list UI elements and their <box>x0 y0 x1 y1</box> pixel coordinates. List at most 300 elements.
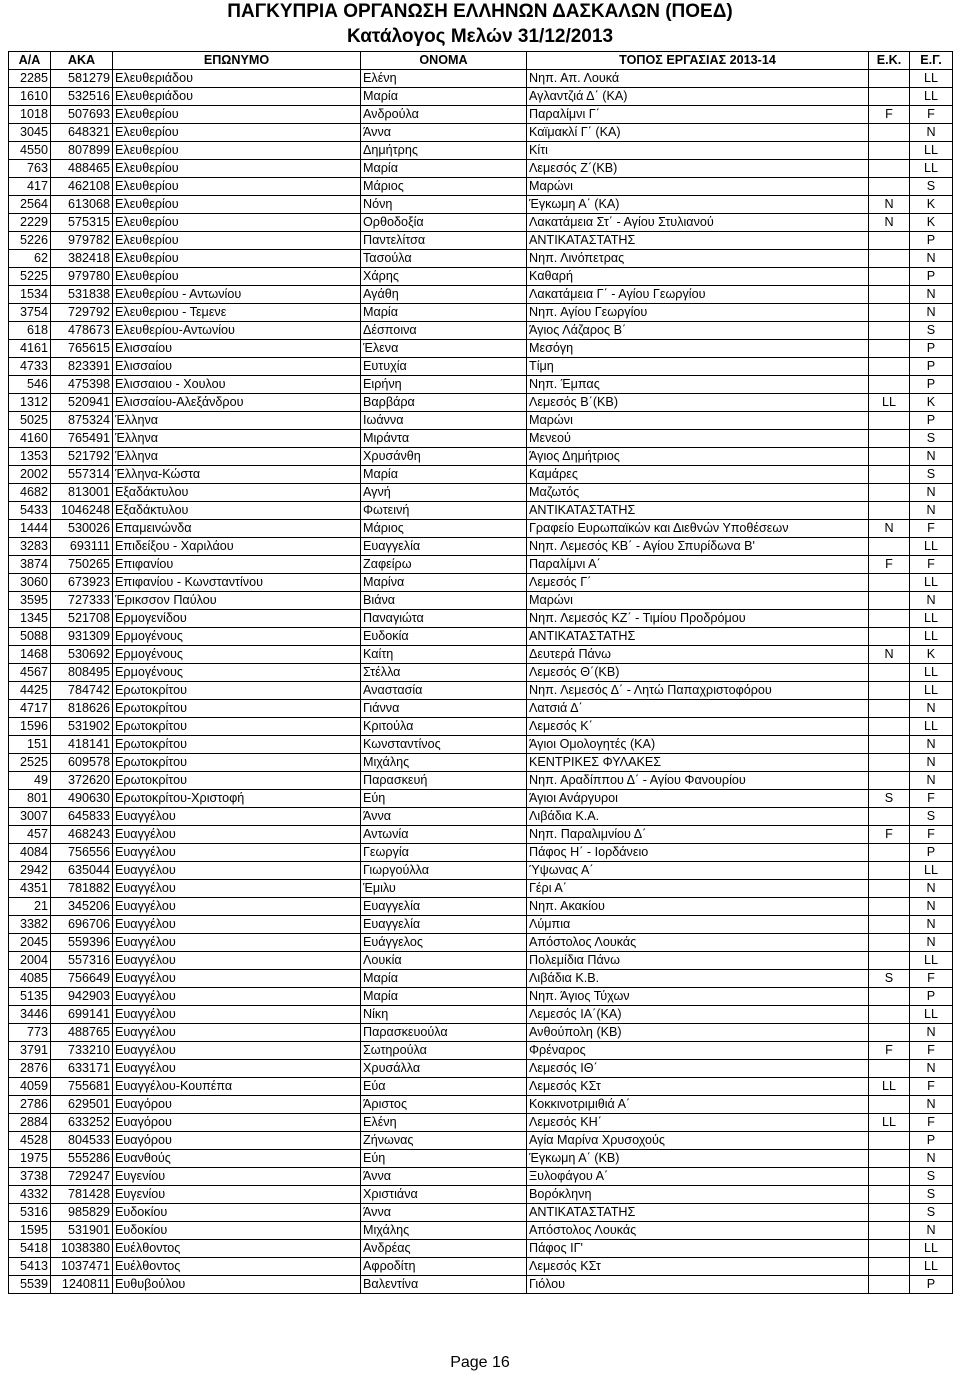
cell-name: Δημήτρης <box>361 142 527 160</box>
cell-eg: N <box>910 934 953 952</box>
cell-workplace: Λιβάδια Κ.Β. <box>527 970 869 988</box>
table-row <box>9 880 953 898</box>
col-header-workplace: ΤΟΠΟΣ ΕΡΓΑΣΙΑΣ 2013-14 <box>527 52 869 70</box>
cell-eg: N <box>910 124 953 142</box>
cell-ek: LL <box>869 1114 910 1132</box>
cell-ek <box>869 916 910 934</box>
cell-surname: Ελευθερίου <box>113 106 361 124</box>
cell-surname: Επιφανίου <box>113 556 361 574</box>
table-row <box>9 358 953 376</box>
table-row <box>9 520 953 538</box>
cell-aka: 823391 <box>51 358 113 376</box>
cell-aka: 807899 <box>51 142 113 160</box>
cell-ek <box>869 70 910 88</box>
cell-surname: Ελευθερίου <box>113 232 361 250</box>
cell-eg: N <box>910 484 953 502</box>
cell-surname: Ευαγγέλου <box>113 880 361 898</box>
cell-aka: 557316 <box>51 952 113 970</box>
cell-aka: 507693 <box>51 106 113 124</box>
cell-ek <box>869 1258 910 1276</box>
cell-surname: Ευέλθοντος <box>113 1258 361 1276</box>
cell-aa: 4059 <box>9 1078 51 1096</box>
table-row <box>9 268 953 286</box>
cell-aa: 49 <box>9 772 51 790</box>
cell-ek: S <box>869 790 910 808</box>
table-row <box>9 682 953 700</box>
cell-name: Μαρία <box>361 466 527 484</box>
cell-eg: LL <box>910 862 953 880</box>
cell-workplace: Έγκωμη Α΄ (ΚΑ) <box>527 196 869 214</box>
cell-name: Ανδρέας <box>361 1240 527 1258</box>
page-number: Page 16 <box>450 1354 510 1371</box>
cell-aa: 5225 <box>9 268 51 286</box>
cell-surname: Έλληνα-Κώστα <box>113 466 361 484</box>
cell-eg: N <box>910 304 953 322</box>
cell-surname: Εξαδάκτυλου <box>113 502 361 520</box>
cell-surname: Ευαγγέλου <box>113 988 361 1006</box>
cell-eg: F <box>910 1114 953 1132</box>
cell-aka: 818626 <box>51 700 113 718</box>
cell-surname: Ελευθεριάδου <box>113 88 361 106</box>
cell-eg: LL <box>910 664 953 682</box>
cell-aka: 478673 <box>51 322 113 340</box>
cell-aka: 633171 <box>51 1060 113 1078</box>
cell-workplace: Παραλίμνι Γ΄ <box>527 106 869 124</box>
cell-workplace: Άγιος Λάζαρος Β΄ <box>527 322 869 340</box>
cell-ek <box>869 268 910 286</box>
cell-ek: F <box>869 1042 910 1060</box>
cell-aka: 581279 <box>51 70 113 88</box>
cell-name: Μαρία <box>361 988 527 1006</box>
cell-aka: 755681 <box>51 1078 113 1096</box>
cell-aa: 3738 <box>9 1168 51 1186</box>
cell-aka: 372620 <box>51 772 113 790</box>
cell-aka: 557314 <box>51 466 113 484</box>
cell-aa: 4717 <box>9 700 51 718</box>
cell-aa: 62 <box>9 250 51 268</box>
cell-name: Σωτηρούλα <box>361 1042 527 1060</box>
cell-aa: 3874 <box>9 556 51 574</box>
cell-aa: 1595 <box>9 1222 51 1240</box>
table-row <box>9 844 953 862</box>
cell-workplace: Κοκκινοτριμιθιά Α΄ <box>527 1096 869 1114</box>
cell-name: Άριστος <box>361 1096 527 1114</box>
cell-eg: N <box>910 1222 953 1240</box>
cell-aka: 613068 <box>51 196 113 214</box>
cell-ek <box>869 682 910 700</box>
cell-eg: N <box>910 1060 953 1078</box>
cell-workplace: Λιβάδια Κ.Α. <box>527 808 869 826</box>
table-row <box>9 1240 953 1258</box>
cell-aka: 555286 <box>51 1150 113 1168</box>
cell-aa: 3382 <box>9 916 51 934</box>
cell-ek <box>869 700 910 718</box>
cell-surname: Ερμογενίδου <box>113 610 361 628</box>
cell-surname: Ερωτοκρίτου <box>113 754 361 772</box>
cell-ek <box>869 232 910 250</box>
col-header-surname: ΕΠΩΝΥΜΟ <box>113 52 361 70</box>
cell-surname: Ευαγγέλου <box>113 898 361 916</box>
cell-workplace: Ύψωνας Α΄ <box>527 862 869 880</box>
cell-aa: 4733 <box>9 358 51 376</box>
cell-aa: 5418 <box>9 1240 51 1258</box>
cell-eg: N <box>910 1024 953 1042</box>
cell-eg: S <box>910 1204 953 1222</box>
cell-workplace: Μαρώνι <box>527 412 869 430</box>
table-row <box>9 196 953 214</box>
cell-workplace: Λεμεσός ΚΣτ <box>527 1258 869 1276</box>
cell-workplace: Γέρι Α΄ <box>527 880 869 898</box>
cell-aka: 979780 <box>51 268 113 286</box>
cell-ek <box>869 484 910 502</box>
cell-name: Κριτούλα <box>361 718 527 736</box>
cell-ek <box>869 862 910 880</box>
cell-eg: LL <box>910 610 953 628</box>
cell-eg: S <box>910 1168 953 1186</box>
cell-aa: 3007 <box>9 808 51 826</box>
table-row <box>9 646 953 664</box>
cell-workplace: Μεσόγη <box>527 340 869 358</box>
cell-eg: P <box>910 340 953 358</box>
cell-aka: 531901 <box>51 1222 113 1240</box>
table-row <box>9 970 953 988</box>
cell-workplace: Νηπ. Έμπας <box>527 376 869 394</box>
cell-eg: F <box>910 106 953 124</box>
cell-workplace: Λεμεσός ΙΑ΄(ΚΑ) <box>527 1006 869 1024</box>
cell-eg: N <box>910 880 953 898</box>
table-row <box>9 466 953 484</box>
cell-ek <box>869 178 910 196</box>
cell-name: Μαρίνα <box>361 574 527 592</box>
cell-aa: 2285 <box>9 70 51 88</box>
cell-surname: Ερωτοκρίτου-Χριστοφή <box>113 790 361 808</box>
cell-eg: LL <box>910 718 953 736</box>
cell-workplace: Νηπ. Λεμεσός ΚΒ΄ - Αγίου Σπυρίδωνα Β' <box>527 538 869 556</box>
cell-ek <box>869 448 910 466</box>
table-row <box>9 106 953 124</box>
cell-eg: N <box>910 1096 953 1114</box>
cell-name: Αναστασία <box>361 682 527 700</box>
cell-workplace: Πάφος ΙΓ' <box>527 1240 869 1258</box>
cell-ek: F <box>869 106 910 124</box>
cell-aka: 813001 <box>51 484 113 502</box>
cell-aa: 3045 <box>9 124 51 142</box>
cell-aka: 729792 <box>51 304 113 322</box>
cell-aka: 633252 <box>51 1114 113 1132</box>
cell-name: Ζαφείρω <box>361 556 527 574</box>
cell-aa: 3446 <box>9 1006 51 1024</box>
cell-aka: 693111 <box>51 538 113 556</box>
cell-surname: Ευαγγέλου <box>113 952 361 970</box>
cell-surname: Ευαγγέλου <box>113 1024 361 1042</box>
table-row <box>9 538 953 556</box>
cell-aka: 635044 <box>51 862 113 880</box>
header-row <box>9 52 953 70</box>
cell-surname: Ερμογένους <box>113 646 361 664</box>
cell-surname: Ερωτοκρίτου <box>113 718 361 736</box>
table-row <box>9 1204 953 1222</box>
cell-aa: 5088 <box>9 628 51 646</box>
cell-workplace: Καϊμακλί Γ΄ (ΚΑ) <box>527 124 869 142</box>
cell-eg: S <box>910 430 953 448</box>
cell-aka: 808495 <box>51 664 113 682</box>
col-header-name: ΟΝΟΜΑ <box>361 52 527 70</box>
cell-ek: LL <box>869 394 910 412</box>
cell-aka: 488465 <box>51 160 113 178</box>
cell-aa: 4351 <box>9 880 51 898</box>
cell-surname: Ελευθερίου <box>113 160 361 178</box>
cell-surname: Ευαγγέλου <box>113 934 361 952</box>
cell-surname: Ευανθούς <box>113 1150 361 1168</box>
cell-ek <box>869 1168 910 1186</box>
cell-aa: 4084 <box>9 844 51 862</box>
cell-ek <box>869 502 910 520</box>
cell-aka: 979782 <box>51 232 113 250</box>
cell-workplace: Νηπ. Λεμεσός Δ΄ - Λητώ Παπαχριστοφόρου <box>527 682 869 700</box>
cell-name: Μαρία <box>361 304 527 322</box>
cell-aka: 729247 <box>51 1168 113 1186</box>
cell-surname: Ελευθεριου - Τεμενε <box>113 304 361 322</box>
cell-workplace: Νηπ. Αραδίππου Δ΄ - Αγίου Φανουρίου <box>527 772 869 790</box>
cell-surname: Ευδοκίου <box>113 1222 361 1240</box>
cell-aa: 4528 <box>9 1132 51 1150</box>
cell-surname: Ευθυβούλου <box>113 1276 361 1294</box>
table-row <box>9 718 953 736</box>
cell-eg: P <box>910 1132 953 1150</box>
cell-surname: Ελισσαίου <box>113 358 361 376</box>
cell-aa: 151 <box>9 736 51 754</box>
cell-aa: 4085 <box>9 970 51 988</box>
cell-aa: 21 <box>9 898 51 916</box>
cell-aa: 3283 <box>9 538 51 556</box>
cell-eg: LL <box>910 538 953 556</box>
cell-name: Μάριος <box>361 520 527 538</box>
cell-surname: Ευαγγέλου-Κουπέπα <box>113 1078 361 1096</box>
cell-ek <box>869 88 910 106</box>
cell-aka: 1046248 <box>51 502 113 520</box>
cell-ek <box>869 934 910 952</box>
cell-aka: 1038380 <box>51 1240 113 1258</box>
cell-surname: Ευαγόρου <box>113 1114 361 1132</box>
cell-surname: Ευαγγέλου <box>113 808 361 826</box>
table-row <box>9 160 953 178</box>
cell-surname: Ερωτοκρίτου <box>113 736 361 754</box>
cell-aka: 781428 <box>51 1186 113 1204</box>
cell-ek <box>869 286 910 304</box>
cell-aka: 696706 <box>51 916 113 934</box>
cell-aa: 2229 <box>9 214 51 232</box>
cell-ek <box>869 430 910 448</box>
cell-workplace: Μαρώνι <box>527 592 869 610</box>
table-row <box>9 232 953 250</box>
cell-surname: Ελευθερίου <box>113 196 361 214</box>
cell-workplace: Δευτερά Πάνω <box>527 646 869 664</box>
cell-surname: Ευαγγέλου <box>113 1060 361 1078</box>
cell-aka: 418141 <box>51 736 113 754</box>
cell-workplace: Κίτι <box>527 142 869 160</box>
cell-surname: Ευγενίου <box>113 1186 361 1204</box>
cell-aka: 345206 <box>51 898 113 916</box>
cell-aka: 531902 <box>51 718 113 736</box>
cell-surname: Ελευθερίου <box>113 178 361 196</box>
cell-aka: 804533 <box>51 1132 113 1150</box>
cell-aa: 1312 <box>9 394 51 412</box>
table-row <box>9 610 953 628</box>
cell-name: Έμιλυ <box>361 880 527 898</box>
cell-aka: 985829 <box>51 1204 113 1222</box>
cell-surname: Έλληνα <box>113 448 361 466</box>
table-row <box>9 1150 953 1168</box>
cell-eg: N <box>910 502 953 520</box>
cell-name: Άννα <box>361 808 527 826</box>
cell-surname: Έλληνα <box>113 412 361 430</box>
cell-workplace: Λεμεσός Ζ΄(ΚΒ) <box>527 160 869 178</box>
cell-name: Παρασκευή <box>361 772 527 790</box>
cell-ek <box>869 1060 910 1078</box>
table-row <box>9 178 953 196</box>
table-row <box>9 1168 953 1186</box>
cell-surname: Ελευθερίου-Αντωνίου <box>113 322 361 340</box>
cell-ek <box>869 844 910 862</box>
cell-aa: 2045 <box>9 934 51 952</box>
table-row <box>9 250 953 268</box>
table-row <box>9 1042 953 1060</box>
cell-ek <box>869 754 910 772</box>
cell-ek <box>869 412 910 430</box>
cell-workplace: Λατσιά Δ΄ <box>527 700 869 718</box>
cell-name: Έλενα <box>361 340 527 358</box>
cell-name: Μαρία <box>361 160 527 178</box>
cell-surname: Έρικσσον Παύλου <box>113 592 361 610</box>
cell-name: Μάριος <box>361 178 527 196</box>
cell-ek <box>869 988 910 1006</box>
cell-eg: LL <box>910 142 953 160</box>
table-row <box>9 376 953 394</box>
cell-ek <box>869 304 910 322</box>
cell-workplace: Λακατάμεια Γ΄ - Αγίου Γεωργίου <box>527 286 869 304</box>
table-row <box>9 1006 953 1024</box>
cell-surname: Ερωτοκρίτου <box>113 772 361 790</box>
cell-aa: 763 <box>9 160 51 178</box>
cell-aa: 417 <box>9 178 51 196</box>
cell-aa: 4567 <box>9 664 51 682</box>
cell-name: Αγνή <box>361 484 527 502</box>
cell-aka: 942903 <box>51 988 113 1006</box>
cell-name: Ειρήνη <box>361 376 527 394</box>
cell-name: Νόνη <box>361 196 527 214</box>
table-row <box>9 1114 953 1132</box>
cell-eg: F <box>910 520 953 538</box>
cell-aka: 727333 <box>51 592 113 610</box>
cell-ek <box>869 1150 910 1168</box>
cell-aka: 750265 <box>51 556 113 574</box>
cell-name: Καίτη <box>361 646 527 664</box>
cell-aka: 1037471 <box>51 1258 113 1276</box>
cell-aa: 5413 <box>9 1258 51 1276</box>
cell-workplace: Λύμπια <box>527 916 869 934</box>
cell-ek <box>869 322 910 340</box>
cell-eg: F <box>910 1042 953 1060</box>
cell-ek <box>869 1240 910 1258</box>
cell-ek <box>869 538 910 556</box>
cell-name: Χάρης <box>361 268 527 286</box>
cell-workplace: Παραλίμνι Α΄ <box>527 556 869 574</box>
cell-aka: 1240811 <box>51 1276 113 1294</box>
cell-surname: Ευγενίου <box>113 1168 361 1186</box>
cell-workplace: Πάφος Η΄ - Ιορδάνειο <box>527 844 869 862</box>
cell-name: Φωτεινή <box>361 502 527 520</box>
cell-surname: Ερωτοκρίτου <box>113 682 361 700</box>
cell-ek <box>869 1006 910 1024</box>
cell-surname: Ευέλθοντος <box>113 1240 361 1258</box>
cell-eg: F <box>910 556 953 574</box>
table-row <box>9 808 953 826</box>
cell-aka: 699141 <box>51 1006 113 1024</box>
cell-name: Ευτυχία <box>361 358 527 376</box>
cell-name: Χρυσάλλα <box>361 1060 527 1078</box>
cell-aa: 801 <box>9 790 51 808</box>
table-row <box>9 88 953 106</box>
table-row <box>9 862 953 880</box>
cell-ek <box>869 1276 910 1294</box>
table-row <box>9 754 953 772</box>
cell-eg: S <box>910 1186 953 1204</box>
col-header-aka: ΑΚΑ <box>51 52 113 70</box>
cell-eg: P <box>910 268 953 286</box>
cell-eg: P <box>910 358 953 376</box>
cell-ek <box>869 664 910 682</box>
cell-ek <box>869 880 910 898</box>
cell-surname: Ευαγγέλου <box>113 844 361 862</box>
cell-aa: 5539 <box>9 1276 51 1294</box>
cell-eg: F <box>910 1078 953 1096</box>
table-row <box>9 484 953 502</box>
cell-aa: 457 <box>9 826 51 844</box>
cell-surname: Ευαγόρου <box>113 1096 361 1114</box>
cell-aa: 3791 <box>9 1042 51 1060</box>
cell-workplace: Νηπ. Παραλιμνίου Δ΄ <box>527 826 869 844</box>
cell-aa: 2942 <box>9 862 51 880</box>
cell-workplace: Μαρώνι <box>527 178 869 196</box>
cell-ek: F <box>869 826 910 844</box>
cell-eg: N <box>910 916 953 934</box>
table-row <box>9 592 953 610</box>
cell-aa: 2884 <box>9 1114 51 1132</box>
table-row <box>9 394 953 412</box>
table-row <box>9 628 953 646</box>
table-body <box>9 70 953 1294</box>
table-row <box>9 214 953 232</box>
cell-aa: 1468 <box>9 646 51 664</box>
cell-ek <box>869 610 910 628</box>
cell-aa: 1353 <box>9 448 51 466</box>
table-row <box>9 1060 953 1078</box>
cell-name: Ευάγγελος <box>361 934 527 952</box>
cell-aka: 756649 <box>51 970 113 988</box>
cell-eg: N <box>910 1150 953 1168</box>
col-header-aa: Α/Α <box>9 52 51 70</box>
cell-ek <box>869 1204 910 1222</box>
cell-workplace: Νηπ. Αγίου Γεωργίου <box>527 304 869 322</box>
cell-surname: Ελισσαίου-Αλεξάνδρου <box>113 394 361 412</box>
cell-name: Γιάννα <box>361 700 527 718</box>
cell-eg: N <box>910 286 953 304</box>
cell-ek <box>869 1132 910 1150</box>
cell-surname: Ευδοκίου <box>113 1204 361 1222</box>
cell-workplace: ΑΝΤΙΚΑΤΑΣΤΑΤΗΣ <box>527 232 869 250</box>
cell-workplace: Απόστολος Λουκάς <box>527 1222 869 1240</box>
cell-aka: 931309 <box>51 628 113 646</box>
